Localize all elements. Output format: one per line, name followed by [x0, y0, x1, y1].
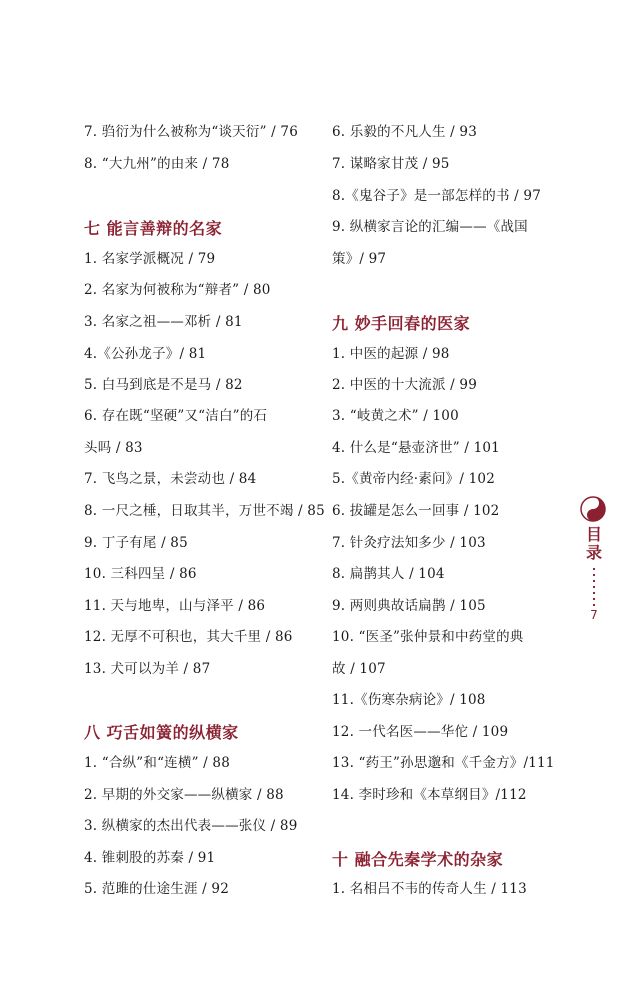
toc-entry: 12. 无厚不可积也，其大千里 / 86	[84, 629, 293, 645]
toc-entry: 1. 名家学派概况 / 79	[84, 251, 216, 267]
toc-entry: 8.《鬼谷子》是一部怎样的书 / 97	[332, 188, 541, 204]
toc-entry: 3. 纵横家的杰出代表——张仪 / 89	[84, 818, 298, 834]
toc-entry: 9. 纵横家言论的汇编——《战国	[332, 219, 528, 235]
dotted-leader	[592, 566, 596, 606]
toc-entry: 13. “药王”孙思邈和《千金方》/111	[332, 755, 555, 771]
toc-entry: 11.《伤寒杂病论》/ 108	[332, 692, 486, 708]
toc-entry: 4. 锥刺股的苏秦 / 91	[84, 850, 216, 866]
toc-entry: 13. 犬可以为羊 / 87	[84, 661, 211, 677]
section-heading: 七 能言善辩的名家	[84, 219, 223, 238]
toc-entry: 7. 驺衍为什么被称为“谈天衍” / 76	[84, 124, 298, 140]
section-heading: 八 巧舌如簧的纵横家	[84, 723, 239, 742]
toc-entry: 10. 三科四呈 / 86	[84, 566, 197, 582]
toc-entry: 5. 白马到底是不是马 / 82	[84, 377, 243, 393]
toc-entry: 11. 天与地卑，山与泽平 / 86	[84, 598, 266, 614]
toc-entry: 6. 存在既“坚硬”又“洁白”的石	[84, 408, 268, 424]
toc-entry: 4. 什么是“悬壶济世” / 101	[332, 440, 500, 456]
toc-entry: 14. 李时珍和《本草纲目》/112	[332, 787, 527, 803]
toc-entry: 7. 针灸疗法知多少 / 103	[332, 535, 486, 551]
toc-entry: 5.《黄帝内经·素问》/ 102	[332, 471, 495, 487]
yin-yang-icon	[580, 496, 606, 522]
toc-entry: 9. 两则典故话扁鹊 / 105	[332, 598, 486, 614]
toc-entry: 2. 中医的十大流派 / 99	[332, 377, 477, 393]
toc-entry: 5. 范雎的仕途生涯 / 92	[84, 881, 229, 897]
toc-entry: 6. 拔罐是怎么一回事 / 102	[332, 503, 500, 519]
section-heading: 九 妙手回春的医家	[332, 314, 471, 333]
toc-entry: 8. “大九州”的由来 / 78	[84, 156, 230, 172]
toc-entry: 4.《公孙龙子》/ 81	[84, 346, 207, 362]
toc-entry: 1. 中医的起源 / 98	[332, 346, 450, 362]
toc-entry: 10. “医圣”张仲景和中药堂的典	[332, 629, 524, 645]
toc-entry: 1. “合纵”和“连横” / 88	[84, 755, 230, 771]
section-title: 目录	[585, 525, 602, 562]
toc-entry: 策》/ 97	[332, 251, 387, 267]
toc-entry: 头吗 / 83	[84, 440, 143, 456]
toc-entry: 9. 丁子有尾 / 85	[84, 535, 188, 551]
toc-entry: 故 / 107	[332, 661, 386, 677]
page-number: 7	[590, 608, 598, 622]
toc-entry: 1. 名相吕不韦的传奇人生 / 113	[332, 881, 527, 897]
toc-entry: 7. 谋略家甘茂 / 95	[332, 156, 450, 172]
toc-entry: 2. 名家为何被称为“辩者” / 80	[84, 282, 271, 298]
toc-entry: 12. 一代名医——华佗 / 109	[332, 724, 509, 740]
toc-entry: 6. 乐毅的不凡人生 / 93	[332, 124, 477, 140]
toc-entry: 3. 名家之祖——邓析 / 81	[84, 314, 243, 330]
toc-entry: 8. 一尺之棰，日取其半，万世不竭 / 85	[84, 503, 325, 519]
toc-entry: 8. 扁鹊其人 / 104	[332, 566, 445, 582]
section-heading: 十 融合先秦学术的杂家	[332, 850, 504, 869]
toc-entry: 2. 早期的外交家——纵横家 / 88	[84, 787, 284, 803]
toc-entry: 3. “岐黄之术” / 100	[332, 408, 459, 424]
toc-entry: 7. 飞鸟之景，未尝动也 / 84	[84, 471, 257, 487]
